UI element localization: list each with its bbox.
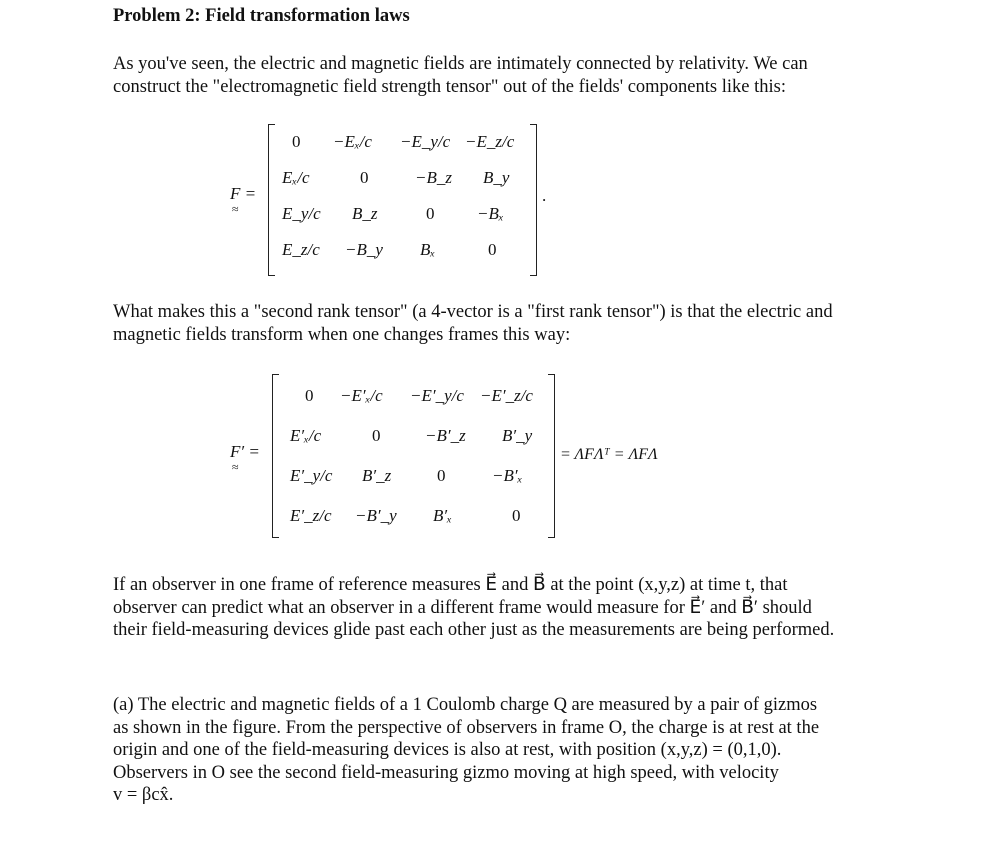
matrix-cell: E_y/c <box>282 204 321 223</box>
field-tensor-matrix <box>230 118 560 278</box>
observer-line-3: their field-measuring devices glide past each other just as the measurements are being performed. <box>113 620 835 640</box>
matrix-cell: 0 <box>512 506 521 525</box>
problem-title: Problem 2: Field transformation laws <box>113 6 410 26</box>
transformation-equation: = ΛFΛᵀ = ΛFΛ <box>560 446 658 463</box>
matrix-cell: −B_y <box>345 240 383 259</box>
middle-line-2: magnetic fields transform when one changes frames this way: <box>113 324 571 345</box>
matrix-cell: 0 <box>292 132 301 151</box>
tensor-underline-icon: ≈ <box>232 202 239 216</box>
matrix-cell: −E_z/c <box>465 132 515 151</box>
middle-line-1: What makes this a "second rank tensor" (a 4-vector is a "first rank tensor") is that the electric and <box>113 302 833 322</box>
part-a-line-2: as shown in the figure. From the perspective of observers in frame O, the charge is at rest at the <box>113 717 820 738</box>
matrix-cell: Bₓ <box>420 240 436 259</box>
matrix-period: . <box>542 186 547 205</box>
matrix-cell: E′_y/c <box>290 466 333 485</box>
matrix-cell: −E′_z/c <box>480 386 533 405</box>
matrix-cell: Eₓ/c <box>282 168 310 187</box>
matrix-cell: B′_y <box>502 426 533 445</box>
matrix-cell: 0 <box>305 386 314 405</box>
left-bracket <box>268 124 275 276</box>
matrix-label-f: F = <box>230 184 257 203</box>
matrix-cell: B′ₓ <box>433 506 452 525</box>
matrix-cell: 0 <box>372 426 381 445</box>
intro-line-1: As you've seen, the electric and magnetic fields are intimately connected by relativity. We can <box>113 54 808 74</box>
intro-line-2: construct the "electromagnetic field strength tensor" out of the fields' components like this: <box>113 76 786 97</box>
matrix-cell: E′_z/c <box>290 506 332 525</box>
matrix-cell: 0 <box>437 466 446 485</box>
matrix-cell: E′ₓ/c <box>290 426 322 445</box>
middle-paragraph <box>113 301 993 346</box>
transformed-tensor-matrix <box>230 368 710 543</box>
matrix-cell: E_z/c <box>282 240 320 259</box>
matrix-cell: −Bₓ <box>477 204 504 223</box>
matrix-cell: 0 <box>488 240 497 259</box>
matrix-cell: −B′_y <box>355 506 397 525</box>
observer-paragraph <box>113 574 993 642</box>
matrix-cell: −E_y/c <box>400 132 451 151</box>
matrix-cell: 0 <box>426 204 435 223</box>
part-a-line-4: Observers in O see the second field-measuring gizmo moving at high speed, with velocity <box>113 762 779 783</box>
matrix-cell: −B_z <box>415 168 452 187</box>
left-bracket <box>272 374 279 538</box>
intro-paragraph <box>113 53 993 98</box>
matrix-cell: B_z <box>352 204 378 223</box>
tensor-underline-icon: ≈ <box>232 460 239 474</box>
matrix-cell: −B′ₓ <box>492 466 523 485</box>
matrix-cell: B_y <box>483 168 510 187</box>
matrix-cell: 0 <box>360 168 369 187</box>
part-a-line-1: (a) The electric and magnetic fields of a 1 Coulomb charge Q are measured by a pair of gizmos <box>113 695 818 715</box>
matrix-label-f-prime: F′ = <box>230 442 260 461</box>
observer-line-2: observer can predict what an observer in a different frame would measure for E⃗′ and B⃗′ should <box>113 597 812 618</box>
observer-line-1: If an observer in one frame of reference measures E⃗ and B⃗ at the point (x,y,z) at time t, that <box>113 575 788 595</box>
matrix-cell: B′_z <box>362 466 392 485</box>
part-a-paragraph <box>113 694 993 807</box>
part-a-line-3: origin and one of the field-measuring devices is also at rest, with position (x,y,z) = (0,1,0). <box>113 740 782 760</box>
matrix-cell: −B′_z <box>425 426 466 445</box>
matrix-cell: −E′ₓ/c <box>340 386 383 405</box>
matrix-cell: −Eₓ/c <box>333 132 372 151</box>
matrix-cell: −E′_y/c <box>410 386 464 405</box>
part-a-line-5: v = βcx̂. <box>113 785 174 805</box>
right-bracket <box>530 124 537 276</box>
right-bracket <box>548 374 555 538</box>
